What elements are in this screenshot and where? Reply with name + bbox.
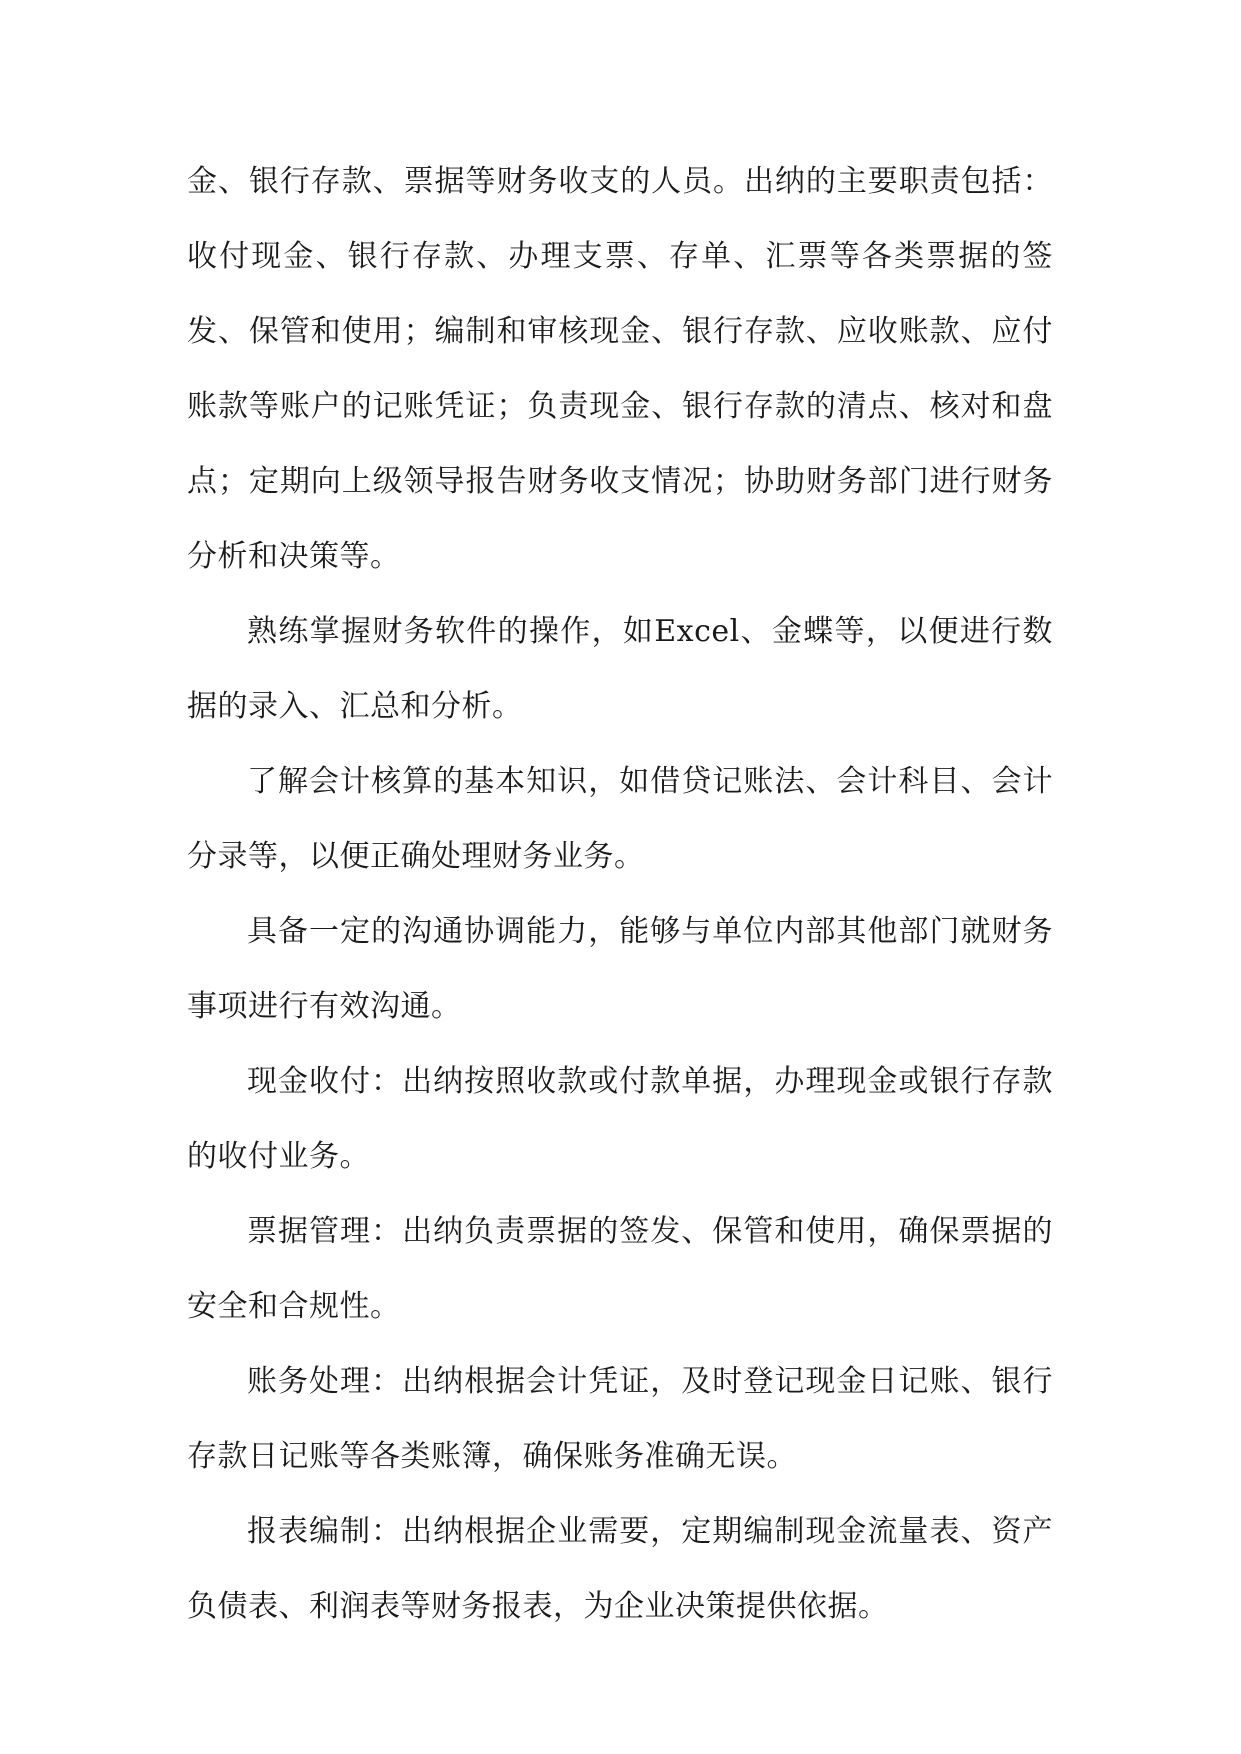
paragraph-duties-continued: 金、银行存款、票据等财务收支的人员。出纳的主要职责包括：收付现金、银行存款、办理支票、存单、汇票等各类票据的签发、保管和使用；编制和审核现金、银行存款、应收账款、应付账款等账户的记账凭证；负责现金、银行存款的清点、核对和盘点；定期向上级领导报告财务收支情况；协助财务部门进行财务分析和决策等。: [187, 164, 1053, 574]
paragraph-cash-handling: 现金收付：出纳按照收款或付款单据，办理现金或银行存款的收付业务。: [187, 1064, 1053, 1174]
paragraph-communication: 具备一定的沟通协调能力，能够与单位内部其他部门就财务事项进行有效沟通。: [187, 914, 1053, 1024]
document-body: [187, 144, 1053, 1644]
paragraph-report-preparation: 报表编制：出纳根据企业需要，定期编制现金流量表、资产负债表、利润表等财务报表，为企业决策提供依据。: [187, 1514, 1053, 1624]
paragraph-bill-management: 票据管理：出纳负责票据的签发、保管和使用，确保票据的安全和合规性。: [187, 1214, 1053, 1324]
paragraph-bookkeeping: 账务处理：出纳根据会计凭证，及时登记现金日记账、银行存款日记账等各类账簿，确保账务准确无误。: [187, 1364, 1053, 1474]
paragraph-software-skills: 熟练掌握财务软件的操作，如Excel、金蝶等，以便进行数据的录入、汇总和分析。: [187, 614, 1053, 724]
paragraph-accounting-knowledge: 了解会计核算的基本知识，如借贷记账法、会计科目、会计分录等，以便正确处理财务业务。: [187, 764, 1053, 874]
